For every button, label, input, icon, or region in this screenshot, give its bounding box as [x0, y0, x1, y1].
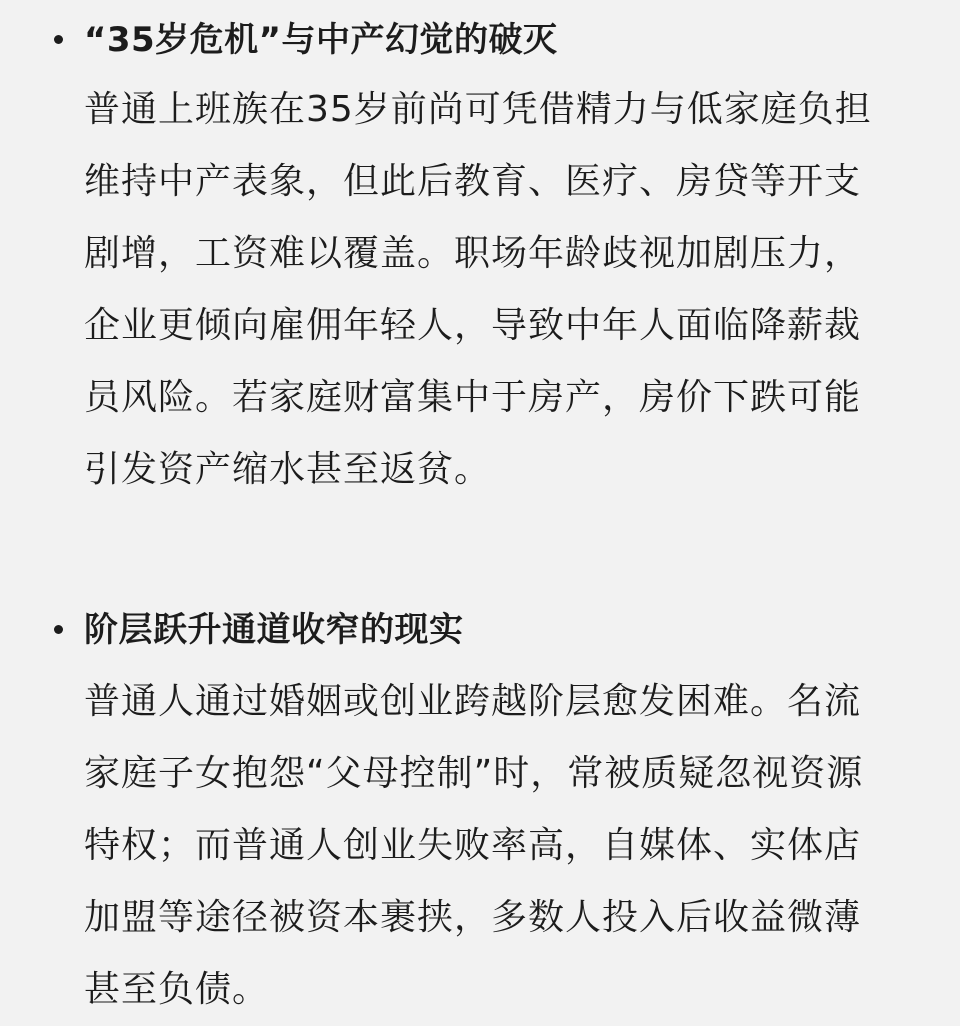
section-class-mobility — [0, 604, 960, 1026]
paragraph-line: 特权；而普通人创业失败率高，自媒体、实体店 — [84, 825, 862, 866]
section-heading: “35岁危机”与中产幻觉的破灭 — [84, 20, 558, 60]
bullet-icon — [54, 625, 63, 634]
section-heading-row — [0, 14, 960, 66]
section-paragraph — [0, 666, 904, 1026]
section-heading-row — [0, 604, 960, 656]
section-heading: 阶层跃升通道收窄的现实 — [84, 610, 464, 650]
paragraph-line: 维持中产表象，但此后教育、医疗、房贷等开支 — [84, 161, 862, 202]
paragraph-line: 甚至负债。 — [84, 969, 270, 1010]
paragraph-line: 普通人通过婚姻或创业跨越阶层愈发困难。名流 — [84, 681, 862, 722]
paragraph-line: 剧增，工资难以覆盖。职场年龄歧视加剧压力， — [84, 233, 862, 274]
bullet-icon — [54, 35, 63, 44]
section-35-crisis — [0, 14, 960, 506]
paragraph-line: 员风险。若家庭财富集中于房产，房价下跌可能 — [84, 377, 862, 418]
paragraph-line: 企业更倾向雇佣年轻人，导致中年人面临降薪裁 — [84, 305, 862, 346]
paragraph-line: 引发资产缩水甚至返贫。 — [84, 449, 492, 490]
paragraph-line: 家庭子女抱怨“父母控制”时，常被质疑忽视资源 — [84, 753, 864, 794]
paragraph-line: 普通上班族在35岁前尚可凭借精力与低家庭负担 — [84, 89, 872, 130]
paragraph-line: 加盟等途径被资本裹挟，多数人投入后收益微薄 — [84, 897, 862, 938]
section-paragraph — [0, 74, 904, 506]
